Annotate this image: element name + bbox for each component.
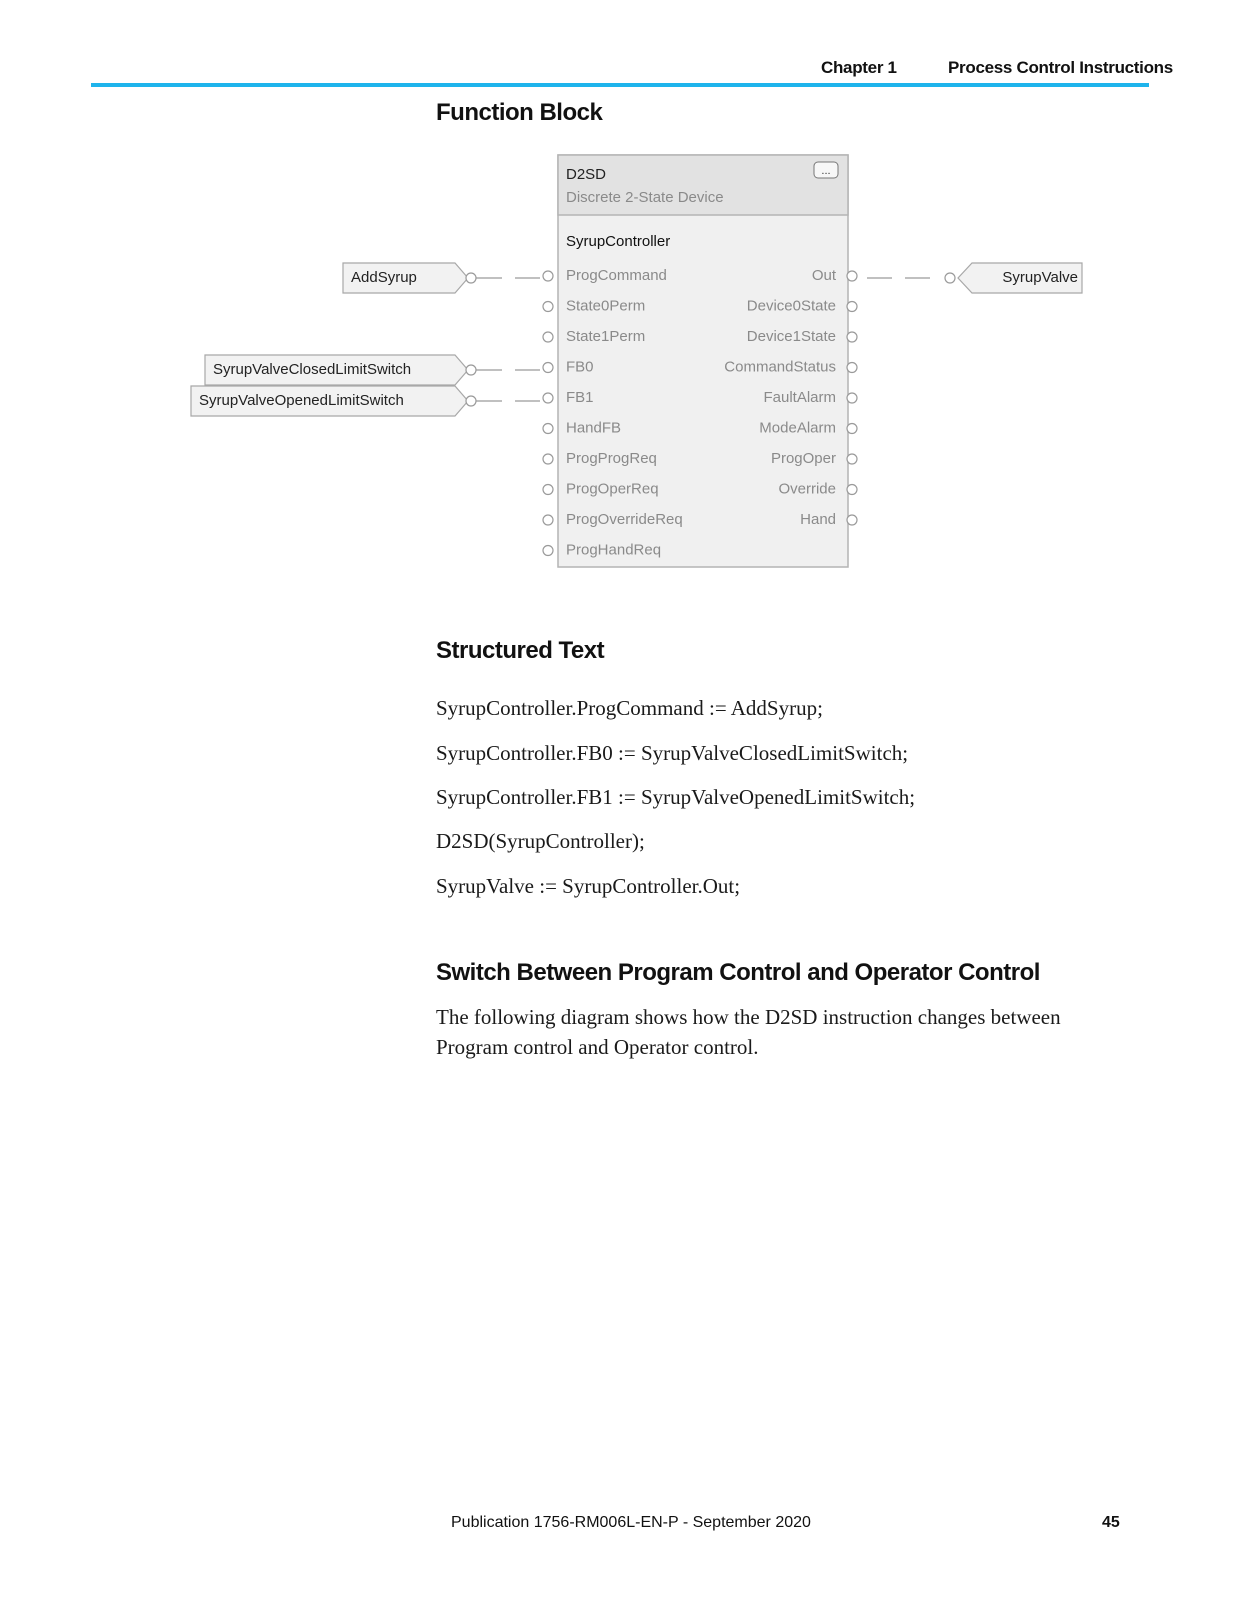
input-pin-connector[interactable]	[543, 393, 553, 403]
input-tag-label: SyrupValveClosedLimitSwitch	[213, 360, 412, 378]
block-description: Discrete 2-State Device	[566, 188, 724, 206]
input-tag-addsyrup[interactable]	[343, 263, 468, 293]
output-pin-connector[interactable]	[847, 393, 857, 403]
ellipsis-icon: ...	[821, 164, 831, 177]
input-pin-label: FB1	[566, 388, 594, 406]
switch-section-heading: Switch Between Program Control and Operator Control	[436, 959, 1040, 986]
output-pin-label: Override	[778, 480, 836, 498]
output-pin-label: Device0State	[746, 297, 836, 315]
input-pin-connector[interactable]	[543, 302, 553, 312]
input-tag-label: SyrupValveOpenedLimitSwitch	[199, 391, 404, 409]
output-pin-connector[interactable]	[847, 332, 857, 342]
output-pin-connector[interactable]	[847, 515, 857, 525]
input-tag-label: AddSyrup	[351, 268, 417, 286]
block-tag: SyrupController	[566, 232, 671, 250]
block-properties-button[interactable]	[814, 162, 838, 178]
chapter-label: Chapter 1	[821, 58, 897, 77]
output-tag-syrupvalve[interactable]	[958, 263, 1082, 293]
input-pin-connector[interactable]	[543, 485, 553, 495]
structured-text-heading: Structured Text	[436, 637, 605, 664]
function-block-heading: Function Block	[436, 99, 603, 126]
input-pin-label: State1Perm	[566, 327, 646, 345]
output-pin-label: Hand	[800, 510, 836, 528]
function-block-diagram	[0, 0, 1237, 600]
output-pin-connector[interactable]	[847, 363, 857, 373]
output-tag-label: SyrupValve	[1002, 268, 1078, 286]
output-pin-connector[interactable]	[847, 271, 857, 281]
block-header	[558, 155, 848, 215]
block-name: D2SD	[566, 165, 607, 183]
st-line: SyrupController.ProgCommand := AddSyrup;	[436, 696, 823, 720]
input-pin-connector[interactable]	[543, 515, 553, 525]
output-pin-label: FaultAlarm	[763, 388, 836, 406]
output-pin-connector[interactable]	[847, 454, 857, 464]
publication-info: Publication 1756-RM006L-EN-P - September 2020	[451, 1514, 811, 1531]
page-number: 45	[1102, 1514, 1120, 1531]
input-pin-label: ProgOverrideReq	[566, 510, 683, 528]
input-pin-connector[interactable]	[543, 332, 553, 342]
input-pin-label: ProgCommand	[566, 266, 667, 284]
input-pin-label: HandFB	[566, 419, 622, 437]
output-pin-label: CommandStatus	[724, 358, 836, 376]
input-connectors	[466, 273, 540, 406]
input-pin-label: ProgOperReq	[566, 480, 659, 498]
output-pin-label: ProgOper	[770, 449, 836, 467]
output-pin-label: Out	[811, 266, 836, 284]
input-tag-opened-limit[interactable]	[191, 386, 468, 416]
st-line: SyrupController.FB1 := SyrupValveOpenedLimitSwitch;	[436, 785, 916, 809]
output-pin-label: ModeAlarm	[759, 419, 836, 437]
input-pin-label: ProgProgReq	[566, 449, 657, 467]
input-pin-label: ProgHandReq	[566, 541, 662, 559]
output-pin-label: Device1State	[746, 327, 836, 345]
input-tag-closed-limit[interactable]	[205, 355, 468, 385]
output-pin-connector[interactable]	[847, 485, 857, 495]
input-pin-connector[interactable]	[543, 271, 553, 281]
output-pin-connector[interactable]	[847, 302, 857, 312]
input-pin-connector[interactable]	[543, 424, 553, 434]
input-pin-connector[interactable]	[543, 546, 553, 556]
input-pin-connector[interactable]	[543, 454, 553, 464]
section-title: Process Control Instructions	[948, 58, 1173, 77]
st-line: SyrupController.FB0 := SyrupValveClosedLimitSwitch;	[436, 741, 909, 765]
output-pin-connector[interactable]	[847, 424, 857, 434]
switch-section-body: The following diagram shows how the D2SD instruction changes between Program control and Operator control.	[436, 1005, 1061, 1059]
output-connector	[867, 273, 955, 283]
input-pin-connector[interactable]	[543, 363, 553, 373]
st-line: SyrupValve := SyrupController.Out;	[436, 874, 741, 898]
input-pin-label: State0Perm	[566, 297, 646, 315]
st-line: D2SD(SyrupController);	[436, 829, 645, 853]
input-pin-label: FB0	[566, 358, 594, 376]
